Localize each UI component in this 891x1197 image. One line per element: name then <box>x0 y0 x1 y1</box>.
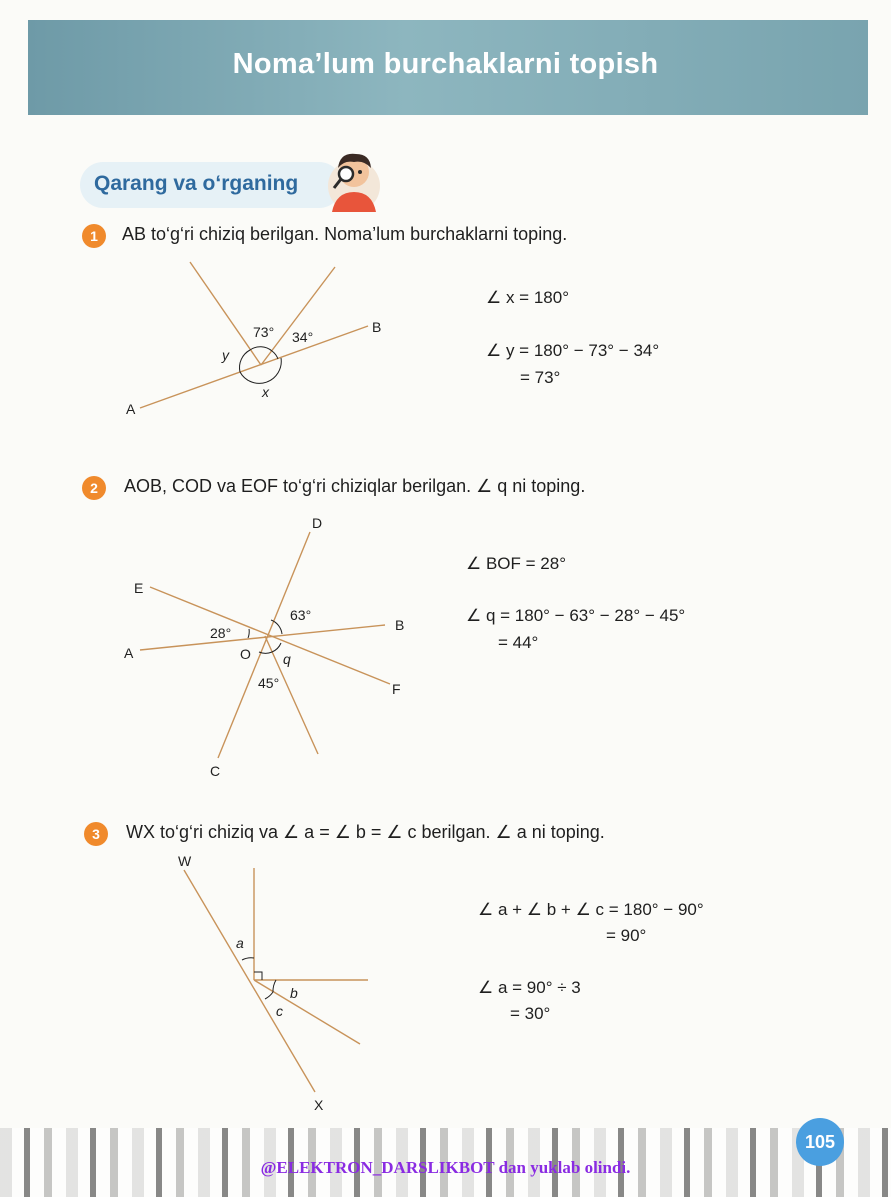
problem-2-solution-line-1: ∠ BOF = 28° <box>466 554 566 573</box>
label-y: y <box>222 347 229 363</box>
problem-3-solution-line-2: = 90° <box>606 926 647 945</box>
label-x: X <box>314 1097 324 1113</box>
problem-1-solution-line-2: ∠ y = 180° − 73° − 34° <box>486 341 660 360</box>
label-o: O <box>240 646 251 662</box>
arc-q <box>272 643 281 652</box>
label-c: c <box>276 1003 283 1019</box>
line-wx <box>184 870 315 1092</box>
arc-34 <box>272 351 278 359</box>
arc-b <box>273 980 276 992</box>
magnifier-boy-icon <box>322 146 386 212</box>
arc-a <box>242 958 254 960</box>
problem-2-solution-line-3: = 44° <box>498 633 539 652</box>
problem-3-solution-line-4: = 30° <box>510 1004 551 1023</box>
problem-2-prompt: AOB, COD va EOF to‘g‘ri chiziqlar berilgan. ∠ q ni toping. <box>124 476 586 496</box>
label-c: C <box>210 763 221 779</box>
ray-o-lower <box>265 636 318 754</box>
ray-right <box>261 267 335 365</box>
line-eof <box>150 587 390 684</box>
line-aob <box>140 625 385 650</box>
page-title: Noma’lum burchaklarni topish <box>232 48 659 80</box>
problem-2-badge: 2 <box>82 476 106 500</box>
arc-73 <box>250 347 272 351</box>
label-e: E <box>134 580 144 596</box>
arc-c <box>265 992 273 999</box>
label-a: a <box>236 935 244 951</box>
label-63: 63° <box>290 607 312 623</box>
arc-x <box>240 358 281 383</box>
arc-28 <box>248 629 249 638</box>
problem-1-solution-line-3: = 73° <box>520 368 561 387</box>
label-28: 28° <box>210 625 232 641</box>
problem-3-figure <box>170 852 390 1112</box>
problem-1-prompt: AB to‘g‘ri chiziq berilgan. Noma’lum burchaklarni toping. <box>122 224 568 244</box>
label-d: D <box>312 515 323 531</box>
label-a: A <box>124 645 134 661</box>
line-cod <box>218 532 310 758</box>
right-angle-mark <box>254 972 262 980</box>
label-b: b <box>290 985 298 1001</box>
problem-3-solution-line-3: ∠ a = 90° ÷ 3 <box>478 978 581 997</box>
problem-3-badge: 3 <box>84 822 108 846</box>
label-b: B <box>395 617 405 633</box>
label-w: W <box>178 853 192 869</box>
label-q: q <box>283 651 291 667</box>
problem-1-solution-line-1: ∠ x = 180° <box>486 288 569 307</box>
label-45: 45° <box>258 675 280 691</box>
ray-diagonal <box>254 980 360 1044</box>
label-73: 73° <box>253 324 275 340</box>
label-x: x <box>262 384 269 400</box>
label-a: A <box>126 401 136 417</box>
page-number-badge: 105 <box>796 1118 844 1166</box>
section-label: Qarang va o‘rganing <box>94 172 299 195</box>
label-f: F <box>392 681 401 697</box>
problem-3-prompt: WX to‘g‘ri chiziq va ∠ a = ∠ b = ∠ c berilgan. ∠ a ni toping. <box>126 822 605 842</box>
label-b: B <box>372 319 382 335</box>
problem-1-figure <box>120 262 400 422</box>
footer-note: @ELEKTRON_DARSLIKBOT dan yuklab olindi. <box>260 1158 631 1177</box>
problem-2-figure <box>120 512 420 782</box>
problem-1-badge: 1 <box>82 224 106 248</box>
label-34: 34° <box>292 329 314 345</box>
problem-2-solution-line-2: ∠ q = 180° − 63° − 28° − 45° <box>466 606 686 625</box>
arc-45 <box>259 652 272 653</box>
problem-3-solution-line-1: ∠ a + ∠ b + ∠ c = 180° − 90° <box>478 900 704 919</box>
